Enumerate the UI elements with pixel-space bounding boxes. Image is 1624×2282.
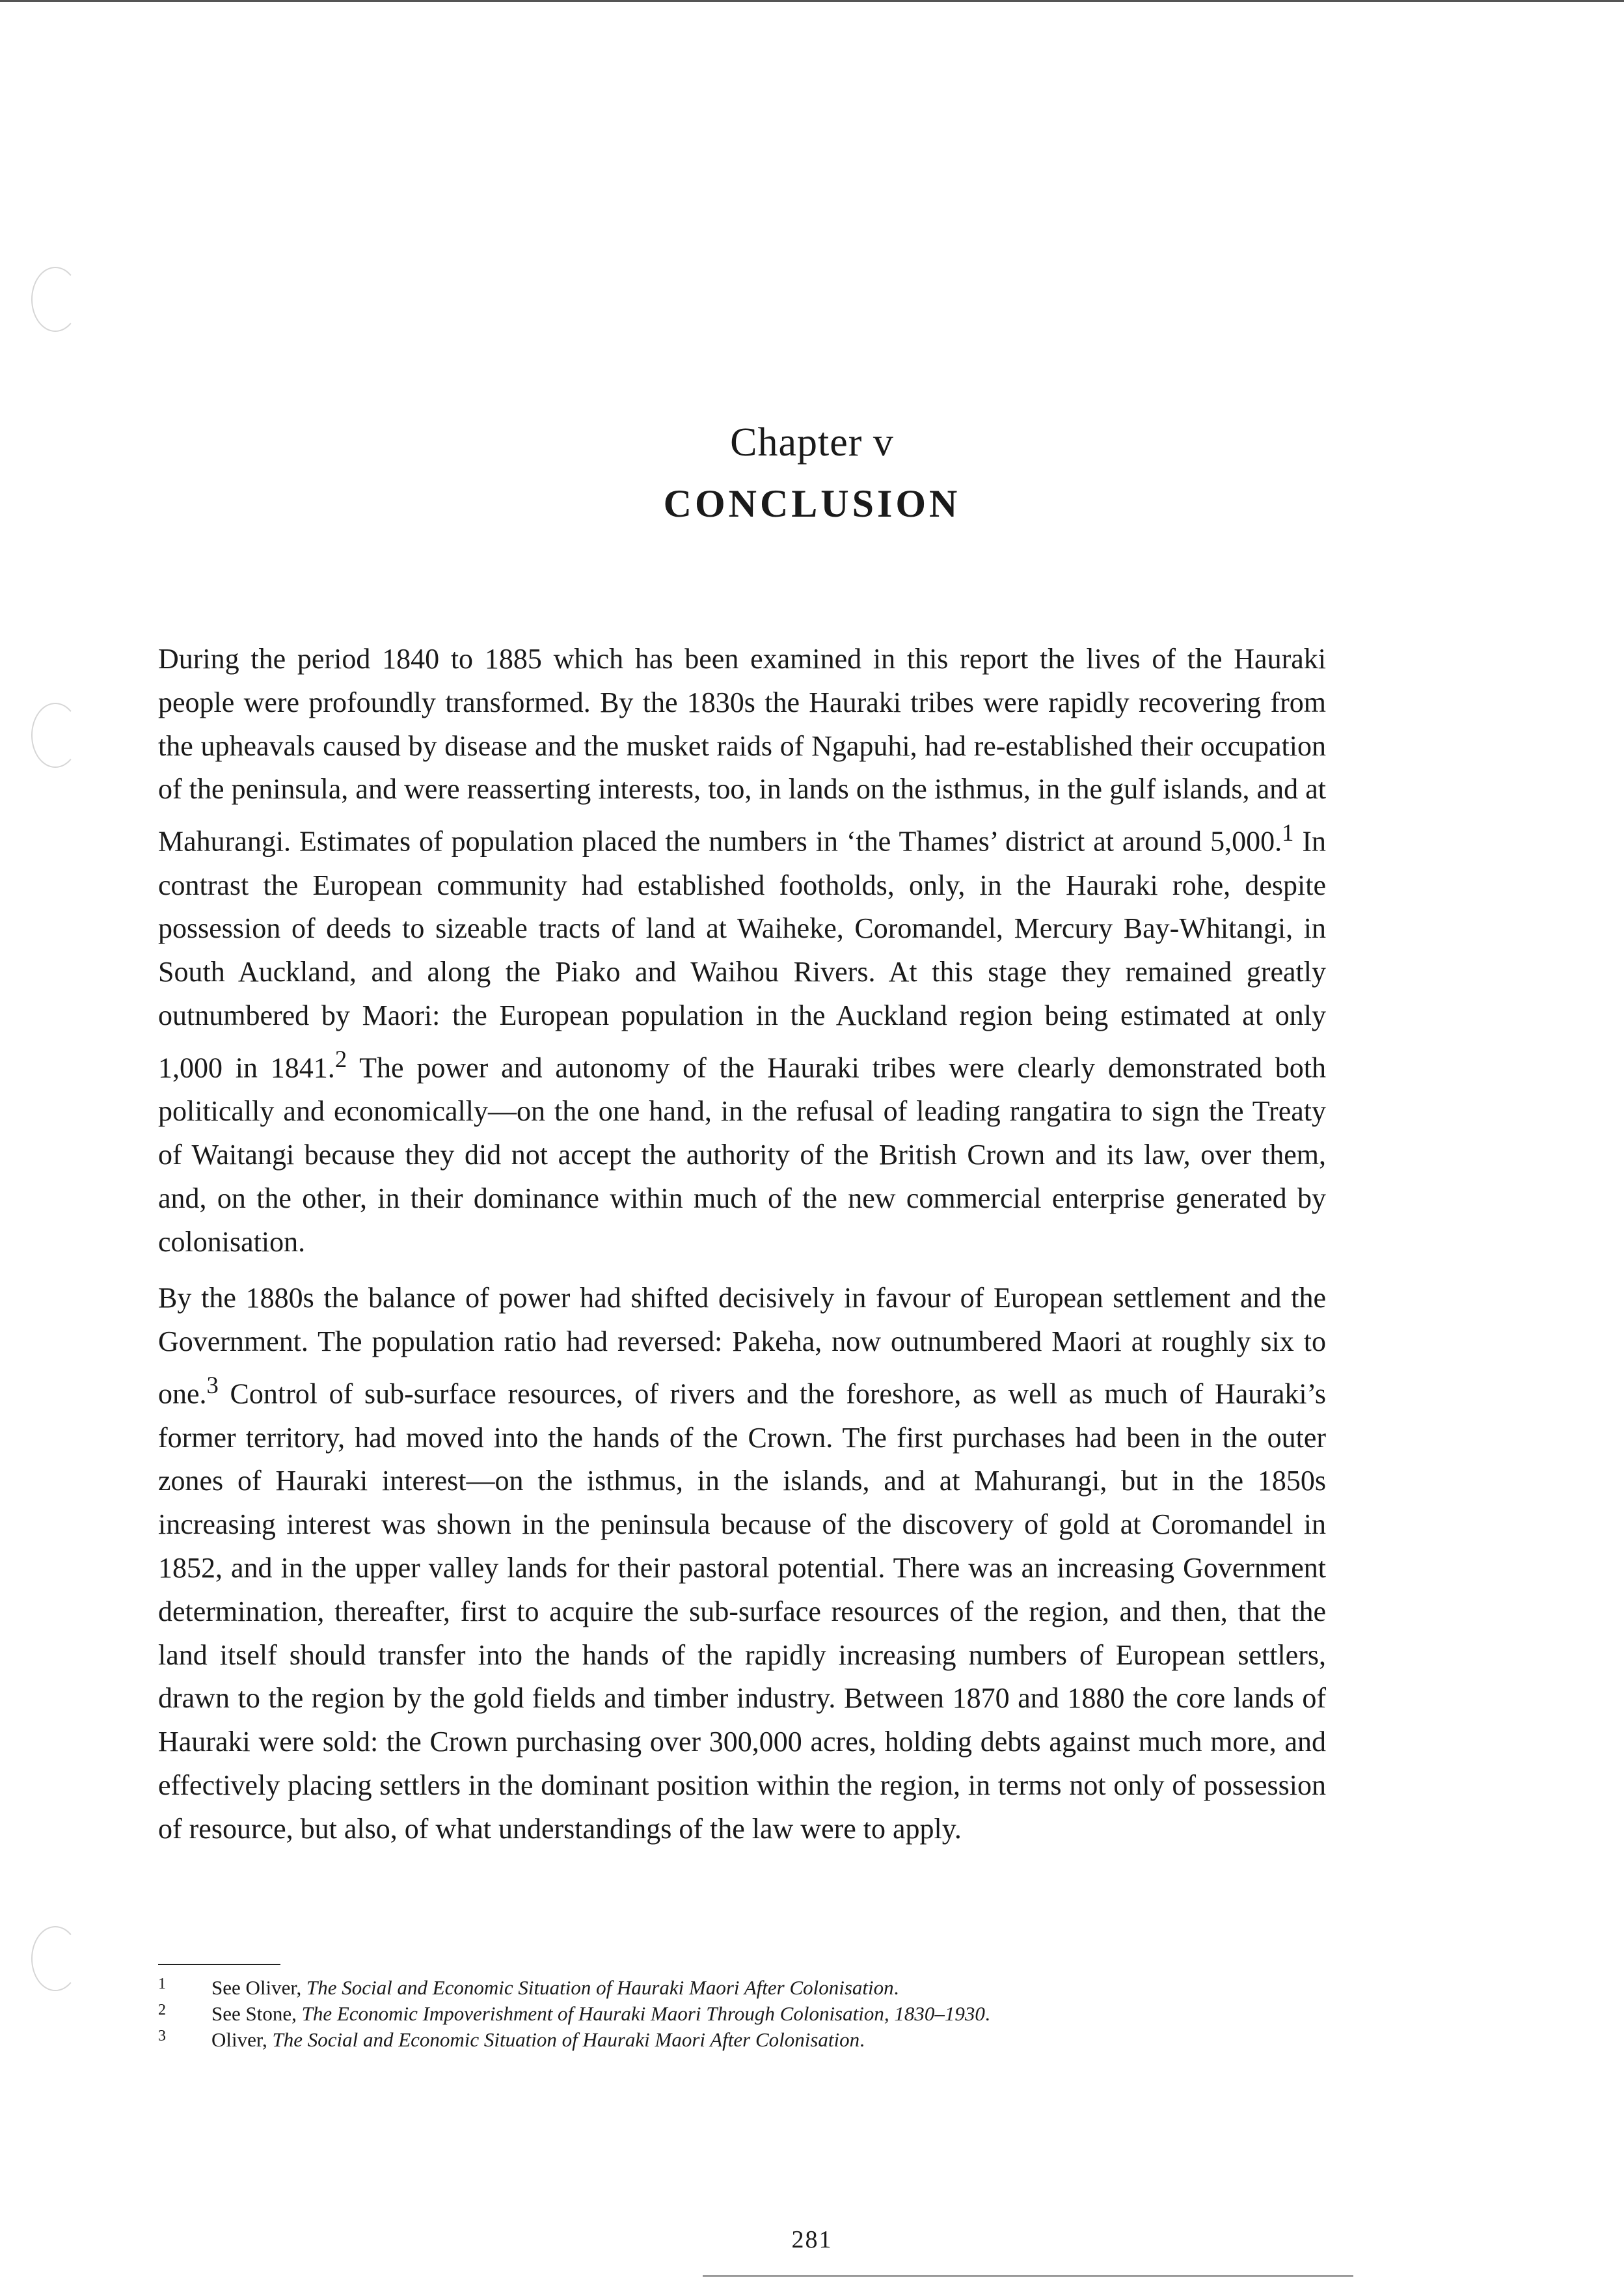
text-segment: By the 1880s the balance of power had shifted decisively in favour of European settlement and the Government. The population ratio had reversed: Pakeha, now outnumbered Maori at roughly six to one. — [158, 1282, 1326, 1410]
text-segment: Control of sub-surface resources, of rivers and the foreshore, as well as much of Hauraki’s former territory, had moved into the hands of the Crown. The first purchases had been in the outer zones of Hauraki interest—on the isthmus, in the islands, and at Mahurangi, but in the 1850s increasing interest was shown in the peninsula because of the discovery of gold at Coromandel in 1852, and in the upper valley lands for their pastoral potential. There was an increasing Government determination, thereafter, first to acquire the sub-surface resources of the region, and then, that the land itself should transfer into the hands of the rapidly increasing numbers of European settlers, drawn to the region by the gold fields and timber industry. Between 1870 and 1880 the core lands of Hauraki were sold: the Crown purchasing over 300,000 acres, holding debts against much more, and effectively placing settlers in the dominant position within the region, in terms not only of possession of resource, but also, of what understandings of the law were to apply. — [158, 1378, 1326, 1845]
footnote-work-title: The Economic Impoverishment of Hauraki Maori Through Colonisation, 1830–1930 — [301, 2002, 985, 2025]
footnote-ref[interactable]: 3 — [206, 1372, 219, 1399]
footnote-number: 2 — [158, 2002, 166, 2018]
footnote-text: See Oliver, The Social and Economic Situation of Hauraki Maori After Colonisation. — [211, 1976, 899, 1999]
footnote-text: Oliver, The Social and Economic Situation of Hauraki Maori After Colonisation. — [211, 2028, 865, 2051]
punch-hole — [31, 1926, 79, 1991]
footnote-text: See Stone, The Economic Impoverishment of Hauraki Maori Through Colonisation, 1830–1930. — [211, 2002, 990, 2025]
footnote-divider — [158, 1964, 280, 1965]
text-segment: In contrast the European community had established footholds, only, in the Hauraki rohe, despite possession of deeds to sizeable tracts of land at Waiheke, Coromandel, Mercury Bay-Whitangi, in South Auckland, and along the Piako and Waihou Rivers. At this stage they remained greatly outnumbered by Maori: the European population in the Auckland region being estimated at only 1,000 in 1841. — [158, 825, 1327, 1084]
paragraph — [158, 1277, 1326, 1851]
footnote-work-title: The Social and Economic Situation of Hauraki Maori After Colonisation — [306, 1976, 894, 1999]
punch-hole — [31, 267, 79, 332]
scan-top-edge — [0, 0, 1624, 2]
footnote-ref[interactable]: 1 — [1282, 819, 1294, 847]
footnote-number: 1 — [158, 1976, 166, 1992]
text-segment: The power and autonomy of the Hauraki tribes were clearly demonstrated both politically and economically—on the one hand, in the refusal of leading rangatira to sign the Treaty of Waitangi because they did not accept the authority of the British Crown and its law, over them, and, on the other, in their dominance within much of the new commercial enterprise generated by colonisation. — [158, 1052, 1326, 1258]
chapter-heading — [0, 416, 1624, 531]
footnote-number: 3 — [158, 2028, 166, 2044]
footnote-ref[interactable]: 2 — [334, 1045, 347, 1072]
footnote — [158, 1975, 1326, 2001]
page-number: 281 — [791, 2226, 833, 2253]
chapter-number: Chapter v — [730, 420, 894, 465]
scan-bottom-edge — [703, 2275, 1353, 2277]
body-text — [158, 638, 1326, 1864]
punch-hole — [31, 703, 79, 768]
footnote — [158, 2027, 1326, 2053]
paragraph — [158, 638, 1326, 1264]
footnote-work-title: The Social and Economic Situation of Hauraki Maori After Colonisation — [272, 2028, 860, 2051]
footnote — [158, 2001, 1326, 2027]
text-segment: During the period 1840 to 1885 which has been examined in this report the lives of the Hauraki people were profoundly transformed. By the 1830s the Hauraki tribes were rapidly recovering from the upheavals caused by disease and the musket raids of Ngapuhi, had re-established their occupation of the peninsula, and were reasserting interests, too, in lands on the isthmus, in the gulf islands, and at Mahurangi. Estimates of population placed the numbers in ‘the Thames’ district at around 5,000. — [158, 643, 1326, 858]
chapter-title: CONCLUSION — [663, 482, 961, 525]
footnotes — [158, 1975, 1326, 2053]
